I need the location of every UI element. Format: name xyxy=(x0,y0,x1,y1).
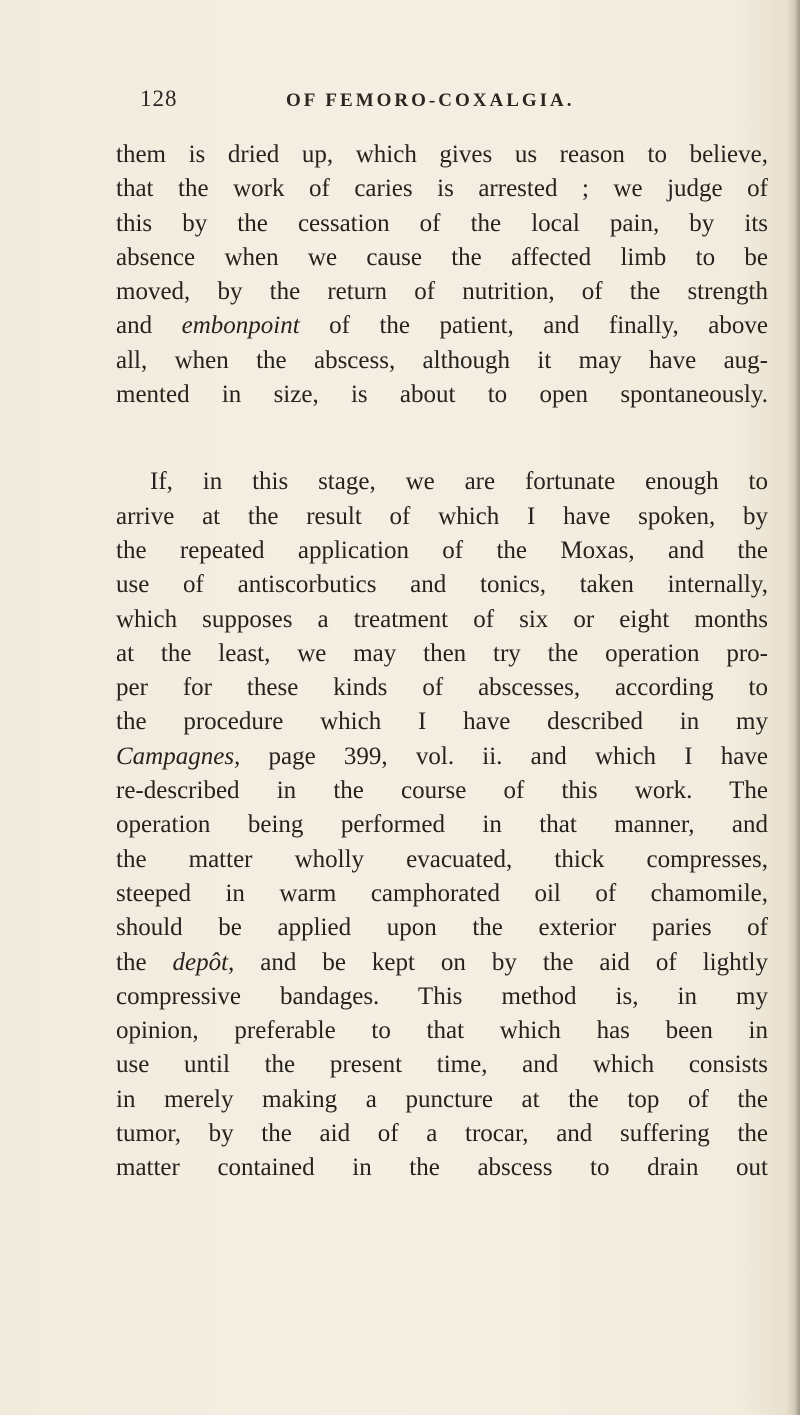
text-line: this by the cessation of the local pain, by its xyxy=(116,209,768,237)
italic-term: embonpoint xyxy=(181,312,300,340)
paragraph xyxy=(116,138,768,412)
text-line: tumor, by the aid of a trocar, and suffering the xyxy=(116,1120,768,1148)
body-text xyxy=(116,138,768,1186)
text-line: the matter wholly evacuated, thick compresses, xyxy=(116,845,768,873)
italic-term: depôt, xyxy=(172,948,235,976)
paragraph-gap xyxy=(116,412,768,465)
text-line: steeped in warm camphorated oil of chamomile, xyxy=(116,879,768,907)
text-line: the repeated application of the Moxas, and the xyxy=(116,536,768,564)
text-line: in merely making a puncture at the top of the xyxy=(116,1085,768,1113)
text-line xyxy=(116,740,768,774)
text-line: If, in this stage, we are fortunate enough to xyxy=(150,468,768,496)
text-line: mented in size, is about to open spontaneously. xyxy=(116,381,768,409)
italic-term: Campagnes, xyxy=(116,742,241,770)
text-segment: page 399, vol. ii. and which I have xyxy=(240,742,768,770)
text-line: use of antiscorbutics and tonics, taken internally, xyxy=(116,571,768,599)
text-line xyxy=(116,946,768,980)
text-line: operation being performed in that manner, and xyxy=(116,811,768,839)
text-line: per for these kinds of abscesses, according to xyxy=(116,674,768,702)
text-segment: and be kept on by the aid of lightly xyxy=(234,948,768,976)
text-line: the procedure which I have described in my xyxy=(116,708,768,736)
text-line: use until the present time, and which consists xyxy=(116,1051,768,1079)
text-line: that the work of caries is arrested ; we judge of xyxy=(116,175,768,203)
page-header xyxy=(140,86,760,126)
paragraph xyxy=(116,465,768,1185)
text-line: matter contained in the abscess to drain out xyxy=(116,1154,768,1182)
text-line: re-described in the course of this work. The xyxy=(116,777,768,805)
text-line: at the least, we may then try the operation pro- xyxy=(116,639,768,667)
text-line xyxy=(116,309,768,343)
page-edge-shadow xyxy=(786,0,800,1415)
text-line: should be applied upon the exterior paries of xyxy=(116,914,768,942)
text-line: moved, by the return of nutrition, of the strength xyxy=(116,278,768,306)
running-head: OF FEMORO-COXALGIA. xyxy=(286,90,575,111)
text-line: them is dried up, which gives us reason to believe, xyxy=(116,141,768,168)
text-line: opinion, preferable to that which has been in xyxy=(116,1017,768,1045)
page-number: 128 xyxy=(140,86,178,111)
text-line: arrive at the result of which I have spoken, by xyxy=(116,502,768,530)
text-segment: the xyxy=(116,948,173,976)
text-line: all, when the abscess, although it may have aug- xyxy=(116,346,768,374)
text-segment: of the patient, and finally, above xyxy=(299,312,768,340)
text-line: compressive bandages. This method is, in my xyxy=(116,982,768,1010)
text-segment: and xyxy=(116,312,182,340)
text-line: which supposes a treatment of six or eight months xyxy=(116,605,768,633)
text-line: absence when we cause the affected limb to be xyxy=(116,243,768,271)
